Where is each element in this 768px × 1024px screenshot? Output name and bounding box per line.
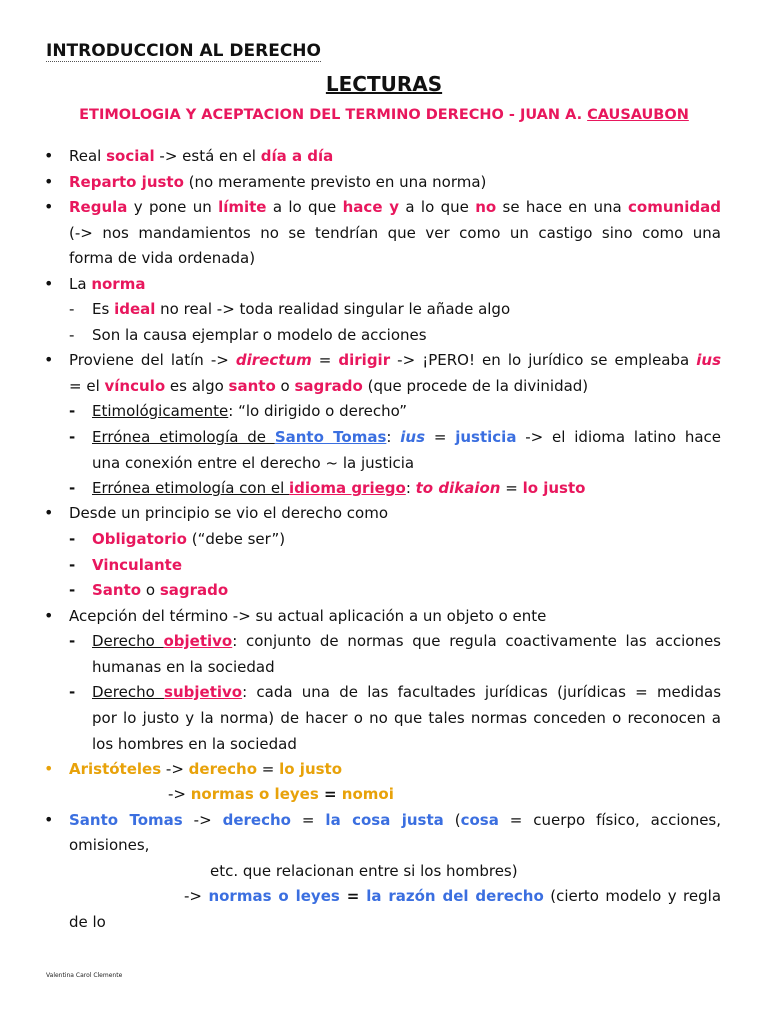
dash-icon: - bbox=[69, 479, 76, 497]
list-item: Reparto justo (no meramente previsto en una norma) bbox=[69, 173, 487, 191]
sub-item: Etimológicamente: “lo dirigido o derecho” bbox=[92, 402, 408, 420]
sub-item: Santo o sagrado bbox=[92, 581, 229, 599]
bullet-icon: • bbox=[44, 172, 54, 191]
dash-icon: - bbox=[69, 683, 76, 701]
sub-item: Errónea etimología con el idioma griego: to dikaion = lo justo bbox=[92, 479, 586, 497]
bullet-icon: • bbox=[44, 197, 54, 216]
sub-item-continuation: una conexión entre el derecho ~ la justicia bbox=[92, 454, 415, 472]
list-item-continuation: -> normas o leyes = la razón del derecho (cierto modelo y regla bbox=[184, 887, 722, 905]
dash-icon: - bbox=[69, 300, 75, 318]
list-item-continuation: -> normas o leyes = nomoi bbox=[168, 785, 394, 803]
sub-item: Son la causa ejemplar o modelo de acciones bbox=[92, 326, 427, 344]
bullet-icon: • bbox=[44, 810, 54, 829]
reading-subtitle: ETIMOLOGIA Y ACEPTACION DEL TERMINO DERECHO - JUAN A. CAUSAUBON bbox=[79, 107, 689, 123]
section-title: LECTURAS bbox=[325, 72, 443, 96]
list-item: Real social -> está en el día a día bbox=[69, 147, 334, 165]
list-item: Regula y pone un límite a lo que hace y a lo que no se hace en una comunidad bbox=[69, 198, 721, 216]
bullet-icon: • bbox=[44, 350, 54, 369]
footer-author: Valentina Carol Clemente bbox=[46, 972, 123, 979]
sub-item: Es ideal no real -> toda realidad singular le añade algo bbox=[92, 300, 511, 318]
sub-item-continuation: humanas en la sociedad bbox=[92, 658, 275, 676]
sub-item: Derecho subjetivo: cada una de las facultades jurídicas (jurídicas = medidas bbox=[92, 683, 722, 701]
bullet-icon: • bbox=[44, 759, 54, 778]
sub-item-continuation: los hombres en la sociedad bbox=[92, 735, 297, 753]
dash-icon: - bbox=[69, 581, 76, 599]
dash-icon: - bbox=[69, 402, 76, 420]
sub-item: Errónea etimología de Santo Tomas: ius = justicia -> el idioma latino hace bbox=[92, 428, 721, 446]
sub-item: Derecho objetivo: conjunto de normas que regula coactivamente las acciones bbox=[92, 632, 721, 650]
dash-icon: - bbox=[69, 428, 76, 446]
dash-icon: - bbox=[69, 632, 76, 650]
sub-item: Vinculante bbox=[92, 556, 183, 574]
sub-item-continuation: por lo justo y la norma) de hacer o no que tales normas conceden o reconocen a bbox=[92, 709, 721, 727]
list-item: Proviene del latín -> directum = dirigir -> ¡PERO! en lo jurídico se empleaba ius bbox=[69, 351, 722, 369]
dash-icon: - bbox=[69, 556, 76, 574]
author-name: CAUSAUBON bbox=[587, 107, 689, 123]
list-item-continuation: omisiones, bbox=[69, 836, 150, 854]
bullet-icon: • bbox=[44, 503, 54, 522]
bullet-icon: • bbox=[44, 274, 54, 293]
list-item: Acepción del término -> su actual aplicación a un objeto o ente bbox=[69, 607, 547, 625]
bullet-icon: • bbox=[44, 146, 54, 165]
dash-icon: - bbox=[69, 326, 75, 344]
list-item-continuation: etc. que relacionan entre si los hombres) bbox=[210, 862, 518, 880]
list-item: La norma bbox=[69, 275, 146, 293]
list-item: Aristóteles -> derecho = lo justo bbox=[69, 760, 343, 778]
dash-icon: - bbox=[69, 530, 76, 548]
bullet-icon: • bbox=[44, 606, 54, 625]
sub-item: Obligatorio (“debe ser”) bbox=[92, 530, 286, 548]
course-title: INTRODUCCION AL DERECHO bbox=[46, 41, 321, 61]
list-item: Desde un principio se vio el derecho como bbox=[69, 504, 388, 522]
list-item-continuation: (-> nos mandamientos no se tendrían que ver como un castigo sino como una bbox=[69, 224, 721, 242]
list-item-continuation: de lo bbox=[69, 913, 106, 931]
list-item-continuation: forma de vida ordenada) bbox=[69, 249, 256, 267]
list-item-continuation: = el vínculo es algo santo o sagrado (que procede de la divinidad) bbox=[69, 377, 589, 395]
list-item: Santo Tomas -> derecho = la cosa justa (cosa = cuerpo físico, acciones, bbox=[69, 811, 722, 829]
